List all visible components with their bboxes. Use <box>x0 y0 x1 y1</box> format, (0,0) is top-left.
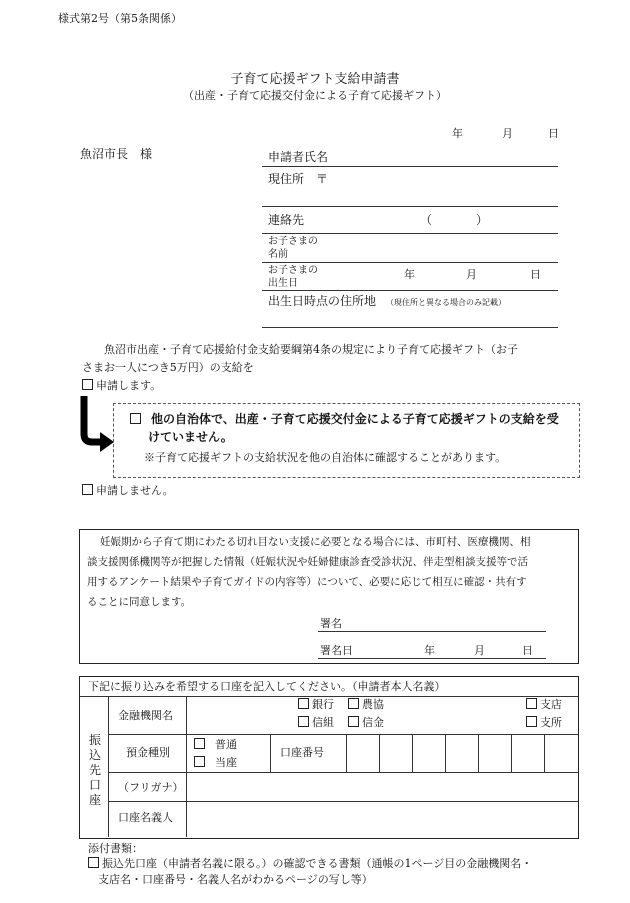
statement-line-2: さまお一人につき5万円）の支給を <box>82 361 254 374</box>
opt-current-label: 当座 <box>215 756 237 769</box>
other-municipality-checkbox[interactable] <box>130 413 141 424</box>
account-cell-divider <box>412 734 413 772</box>
opt-shinkumi-label: 信組 <box>312 716 334 729</box>
holder-label: 口座名義人 <box>118 811 173 824</box>
attachment-line-1: 振込先口座（申請者名義に限る。）の確認できる書類（通帳の1ページ目の金融機関名・ <box>102 857 533 870</box>
other-municipality-line-1: 他の自治体で、出産・子育て応援交付金による子育て応援ギフトの支給を受 <box>151 412 559 426</box>
account-cell-divider <box>379 734 380 772</box>
furigana-label: （フリガナ） <box>118 781 184 794</box>
attachment-line-2: 支店名・口座番号・名義人名がわかるページの写し等） <box>98 873 373 886</box>
shinkin-checkbox[interactable] <box>348 716 359 727</box>
not-apply-option-label: 申請しません。 <box>96 484 174 497</box>
side-divider <box>108 696 109 837</box>
account-cell-divider <box>445 734 446 772</box>
ordinary-checkbox[interactable] <box>194 738 205 749</box>
opt-agri-label: 農協 <box>362 698 384 711</box>
opt-branch[interactable] <box>526 698 562 712</box>
deposit-divider <box>270 734 271 772</box>
apply-checkbox[interactable] <box>82 379 93 390</box>
signature-field[interactable] <box>318 631 546 632</box>
opt-branch-label: 支店 <box>540 698 562 711</box>
agri-checkbox[interactable] <box>348 698 359 709</box>
birth-address-field[interactable] <box>262 327 558 328</box>
form-title: 子育て応援ギフト支給申請書 <box>230 72 400 87</box>
office-checkbox[interactable] <box>526 716 537 727</box>
signature-month[interactable]: 月 <box>474 644 485 657</box>
opt-shinkumi[interactable] <box>298 716 334 730</box>
label-column-divider <box>186 696 187 837</box>
address-field[interactable] <box>262 206 558 207</box>
other-municipality-option[interactable] <box>130 412 559 428</box>
address-label: 現住所 〒 <box>268 172 329 186</box>
contact-field[interactable] <box>262 233 558 234</box>
opt-shinkin-label: 信金 <box>362 716 384 729</box>
side-char: 先 <box>88 763 101 777</box>
contact-paren-close: ） <box>476 213 489 227</box>
applicant-name-field[interactable] <box>262 166 558 167</box>
row-2-divider <box>108 772 578 773</box>
other-municipality-line-2: けていません。 <box>148 430 233 444</box>
row-1-divider <box>108 734 578 735</box>
opt-ordinary-label: 普通 <box>215 738 237 751</box>
attachments-label: 添付書類： <box>88 842 143 855</box>
other-municipality-note: ※子育て応援ギフトの支給状況を他の自治体に確認することがあります。 <box>144 451 507 464</box>
institution-label: 金融機関名 <box>118 709 173 722</box>
opt-shinkin[interactable] <box>348 716 384 730</box>
child-name-label-2: 名前 <box>268 249 288 260</box>
account-cell-divider <box>544 734 545 772</box>
opt-office-label: 支所 <box>540 716 562 729</box>
side-char: 込 <box>88 748 101 762</box>
side-char: 口 <box>88 778 101 792</box>
opt-ordinary[interactable] <box>194 738 237 752</box>
consent-line-1: 妊娠期から子育て期にわたる切れ目ない支援に必要となる場合には、市町村、医療機関、相 <box>100 536 531 548</box>
side-char: 振 <box>88 733 101 747</box>
bank-checkbox[interactable] <box>298 698 309 709</box>
attachment-checkbox[interactable] <box>88 857 99 868</box>
contact-label: 連絡先 <box>268 213 305 227</box>
branch-checkbox[interactable] <box>526 698 537 709</box>
opt-current[interactable] <box>194 756 237 770</box>
opt-office[interactable] <box>526 716 562 730</box>
signature-label: 署名 <box>320 617 342 630</box>
child-birth-field[interactable] <box>262 290 558 291</box>
child-birth-label-1: お子さまの <box>268 265 318 276</box>
bank-side-label <box>88 733 102 808</box>
opt-bank[interactable] <box>298 698 334 712</box>
form-number: 様式第2号（第5条関係） <box>58 12 182 25</box>
bank-header: 下記に振り込みを希望する口座を記入してください。（申請者本人名義） <box>88 680 446 693</box>
apply-option[interactable] <box>82 379 161 393</box>
signature-date-field[interactable] <box>318 658 546 659</box>
date-year[interactable]: 年 <box>452 127 463 140</box>
birth-year[interactable]: 年 <box>404 268 415 281</box>
date-month[interactable]: 月 <box>502 127 513 140</box>
date-day[interactable]: 日 <box>548 127 559 140</box>
not-apply-option[interactable] <box>82 484 174 498</box>
birth-day[interactable]: 日 <box>530 268 541 281</box>
deposit-type-label: 預金種別 <box>126 746 170 759</box>
side-char: 座 <box>88 793 101 807</box>
birth-address-note: （現住所と異なる場合のみ記載） <box>386 298 506 307</box>
birth-month[interactable]: 月 <box>466 268 477 281</box>
child-name-label-1: お子さまの <box>268 236 318 247</box>
birth-address-label: 出生日時点の住所地 <box>268 294 377 308</box>
shinkumi-checkbox[interactable] <box>298 716 309 727</box>
consent-line-4: ることに同意します。 <box>87 596 192 608</box>
apply-option-label: 申請します。 <box>96 379 162 392</box>
addressee: 魚沼市長 様 <box>80 147 153 161</box>
applicant-name-label: 申請者氏名 <box>268 150 329 164</box>
consent-line-2: 談支援関係機関等が把握した情報（妊娠状況や妊婦健康診査受診状況、伴走型相談支援等で活 <box>87 556 528 568</box>
child-name-field[interactable] <box>262 262 558 263</box>
signature-year[interactable]: 年 <box>424 644 435 657</box>
row-3-divider <box>108 801 578 802</box>
account-cell-divider <box>478 734 479 772</box>
signature-date-label: 署名日 <box>320 644 353 657</box>
account-cell-divider <box>346 734 347 772</box>
statement-line-1: 魚沼市出産・子育て応援給付金支給要綱第4条の規定により子育て応援ギフト（お子 <box>104 343 518 356</box>
child-birth-label-2: 出生日 <box>268 278 298 289</box>
form-subtitle: （出産・子育て応援交付金による子育て応援ギフト） <box>183 89 447 102</box>
contact-paren-open: （ <box>420 213 433 227</box>
attachment-item[interactable] <box>88 857 532 871</box>
opt-agri[interactable] <box>348 698 384 712</box>
not-apply-checkbox[interactable] <box>82 484 93 495</box>
signature-day[interactable]: 日 <box>522 644 533 657</box>
current-checkbox[interactable] <box>194 756 205 767</box>
account-cell-divider <box>511 734 512 772</box>
opt-bank-label: 銀行 <box>312 698 334 711</box>
arrow-down-right-icon <box>74 396 118 458</box>
consent-line-3: 用するアンケート結果や子育てガイドの内容等）について、必要に応じて相互に確認・共有す <box>87 576 527 588</box>
account-number-label: 口座番号 <box>280 746 324 759</box>
bank-header-divider <box>80 696 578 697</box>
